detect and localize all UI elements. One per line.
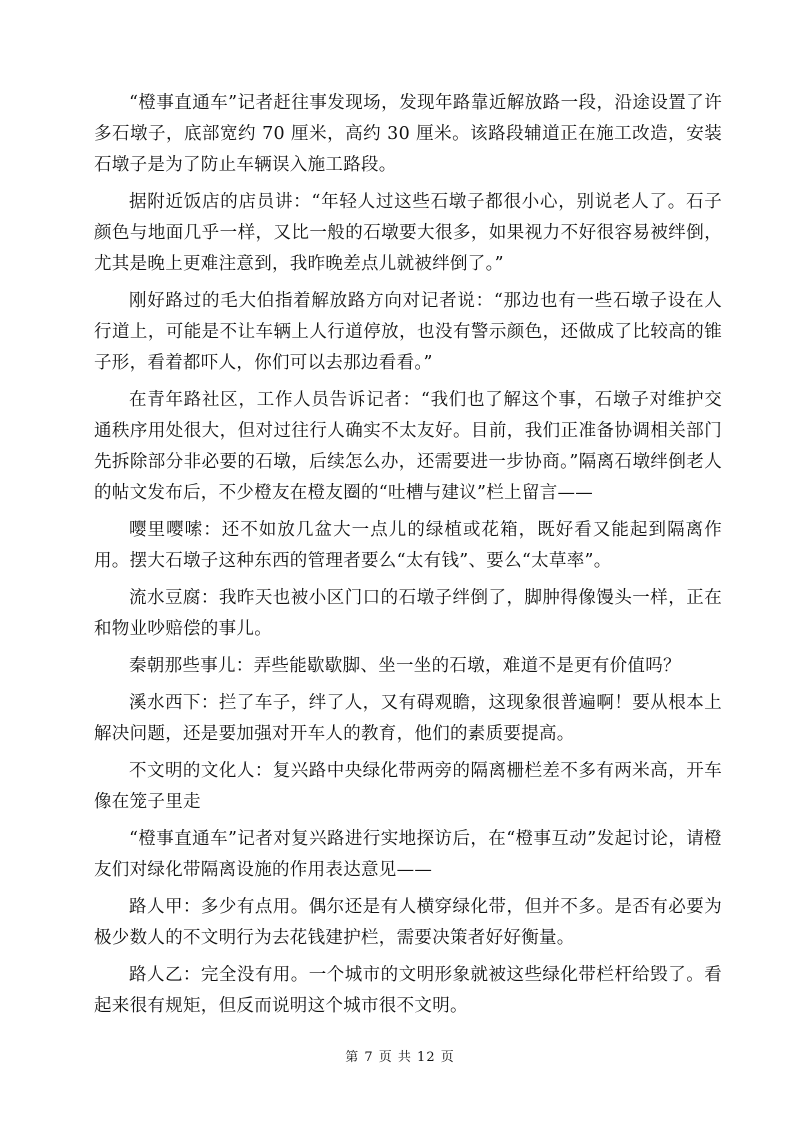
paragraph: 不文明的文化人：复兴路中央绿化带两旁的隔离栅栏差不多有两米高，开车像在笼子里走 xyxy=(94,761,722,812)
document-body xyxy=(94,88,722,1022)
paragraph: 路人乙：完全没有用。一个城市的文明形象就被这些绿化带栏杆给毁了。看起来很有规矩，但反而说明这个城市很不文明。 xyxy=(94,965,722,1016)
page-number: 第 7 页 共 12 页 xyxy=(345,1050,455,1065)
paragraph: 路人甲：多少有点用。偶尔还是有人横穿绿化带，但并不多。是否有必要为极少数人的不文明行为去花钱建护栏，需要决策者好好衡量。 xyxy=(94,897,722,948)
paragraph: 溪水西下：拦了车子，绊了人，又有碍观瞻，这现象很普遍啊！要从根本上解决问题，还是要加强对开车人的教育，他们的素质要提高。 xyxy=(94,693,722,744)
paragraph: 在青年路社区，工作人员告诉记者：“我们也了解这个事，石墩子对维护交通秩序用处很大，但对过往行人确实不太友好。目前，我们正准备协调相关部门先拆除部分非必要的石墩，后续怎么办，还需要进一步协商。”隔离石墩绊倒老人的帖文发布后，不少橙友在橙友圈的“吐槽与建议”栏上留言—— xyxy=(94,390,722,503)
paragraph: 流水豆腐：我昨天也被小区门口的石墩子绊倒了，脚肿得像馒头一样，正在和物业吵赔偿的事儿。 xyxy=(94,588,722,639)
paragraph: 刚好路过的毛大伯指着解放路方向对记者说：“那边也有一些石墩子设在人行道上，可能是不让车辆上人行道停放，也没有警示颜色，还做成了比较高的锥子形，看着都吓人，你们可以去那边看看。” xyxy=(94,291,722,373)
paragraph: “橙事直通车”记者对复兴路进行实地探访后，在“橙事互动”发起讨论，请橙友们对绿化带隔离设施的作用表达意见—— xyxy=(94,829,722,880)
paragraph: 嘤里嘤嗦：还不如放几盆大一点儿的绿植或花箱，既好看又能起到隔离作用。摆大石墩子这种东西的管理者要么“太有钱”、要么“太草率”。 xyxy=(94,520,722,571)
paragraph: 据附近饭店的店员讲：“年轻人过这些石墩子都很小心，别说老人了。石子颜色与地面几乎一样，又比一般的石墩要大很多，如果视力不好很容易被绊倒，尤其是晚上更难注意到，我昨晚差点儿就被绊倒了。” xyxy=(94,192,722,274)
paragraph: 秦朝那些事儿：弄些能歇歇脚、坐一坐的石墩，难道不是更有价值吗？ xyxy=(129,656,681,676)
paragraph: “橙事直通车”记者赶往事发现场，发现年路靠近解放路一段，沿途设置了许多石墩子，底部宽约 70 厘米，高约 30 厘米。该路段辅道正在施工改造，安装石墩子是为了防止车辆误入施工路段。 xyxy=(94,93,722,175)
